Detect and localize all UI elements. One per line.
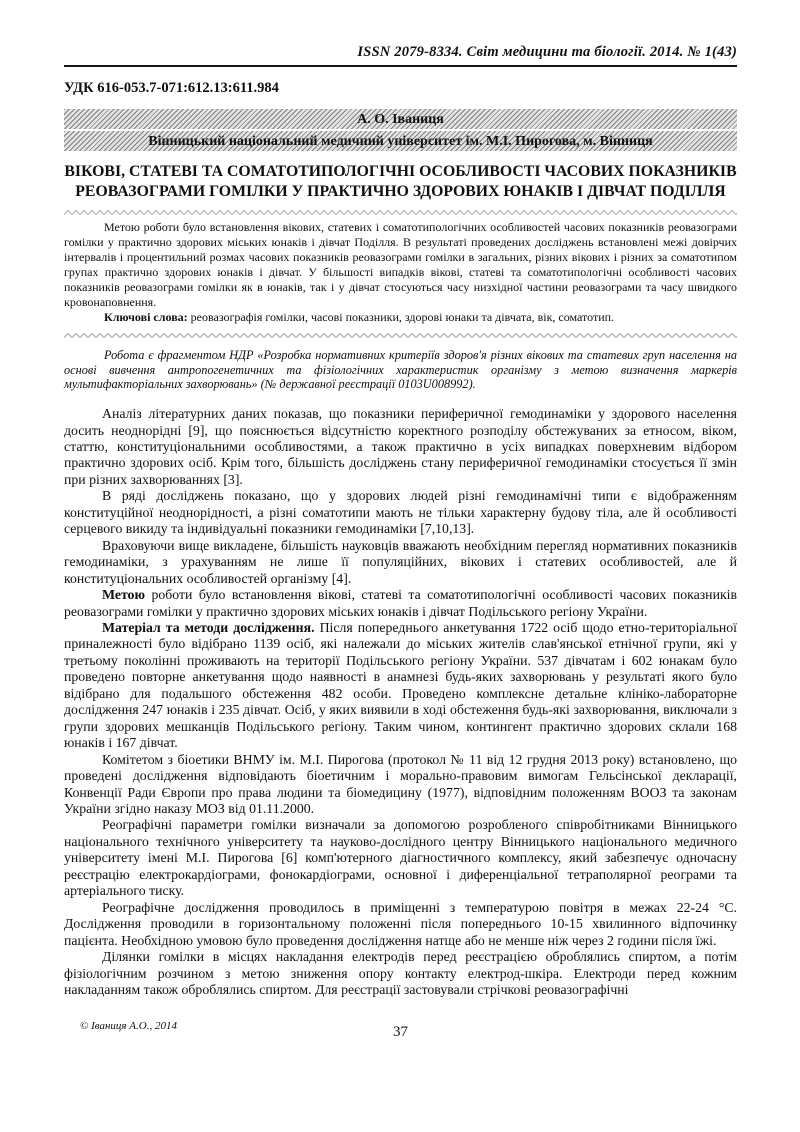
body-paragraph: Реографічні параметри гомілки визначали за допомогою розробленого співробітниками Вінницького національного технічного університету та науково-дослідного центру Вінницького національного медичного університету імені М.І. Пирогова [6] комп'ютерного діагностичного комплексу, який забезпечує одночасну реєстрацію електрокардіограми, фонокардіограми, основної і диференціальної тетраполярної реограми та артеріального тиску. <box>64 817 737 899</box>
body-paragraph: В ряді досліджень показано, що у здорових людей різні гемодинамічні типи є відображенням конституційної неоднорідності, а різні соматотипи мають не тільки характерну будову тіла, але й особливості серцевого викиду та індивідуальні показники гемодинаміки [7,10,13]. <box>64 488 737 537</box>
keywords-text: реовазографія гомілки, часові показники, здорові юнаки та дівчата, вік, соматотип. <box>187 310 615 324</box>
body-paragraph: Реографічне дослідження проводилось в приміщенні з температурою повітря в межах 22-24 °С. Дослідження проводили в горизонтальному положенні після попереднього 10-15 хвилинного відпочинку пацієнта. Необхідною умовою було проведення дослідження натще або не менше ніж через 2 години після їжі. <box>64 899 737 948</box>
body-paragraph: Аналіз літературних даних показав, що показники периферичної гемодинаміки у здорового населення досить неоднорідні [9], що пояснюється відсутністю коректного розподілу обстежуваних за етносом, віком, статтю, конституціональними особливостями, а також практично в усіх випадках поверхневим відбором практично здорових осіб. Крім того, більшість досліджень стану периферичної гемодинаміки стосується її змін при різних захворюваннях [3]. <box>64 406 737 487</box>
body-paragraph: Метою роботи було встановлення вікові, статеві та соматотипологічні особливості часових показників реовазограми гомілки у практично здорових міських юнаків і дівчат Подільського регіону України. <box>64 587 737 619</box>
header-rule <box>64 65 737 67</box>
keywords-label: Ключові слова: <box>104 310 188 324</box>
abstract-text: Метою роботи було встановлення вікових, статевих і соматотипологічних особливостей часових показників реовазограми гомілки у практично здорових міських юнаків і дівчат Поділля. В результаті проведених досліджень встановлені межі довірчих інтервалів і процентильний розмах часових показників реовазограми гомілки в загальних, різних вікових і різних за соматотипом групах практично здорових юнаків і дівчат. У більшості випадків вікові, статеві та соматотипологічні особливості часових показників реовазограми гомілки як в юнаків, так і у дівчат стосуються часу низхідної частини реовазограми та часу швидкого кровонаповнення. <box>64 220 737 309</box>
paragraph-lead: Матеріал та методи дослідження. <box>102 620 315 635</box>
copyright-note: © Іваниця А.О., 2014 <box>80 1020 177 1033</box>
author-affiliation: Вінницький національний медичний університет ім. М.І. Пирогова, м. Вінниця <box>64 131 737 151</box>
page-number: 37 <box>393 1024 408 1041</box>
article-body <box>64 406 737 998</box>
zigzag-divider-bottom <box>64 332 737 339</box>
body-paragraph: Враховуючи вище викладене, більшість науковців вважають необхідним перегляд нормативних показників гемодинаміки, з урахуванням не лише її популяційних, вікових і статевих особливостей, але й конституціональних особливостей організму [4]. <box>64 537 737 586</box>
author-name: А. О. Іваниця <box>64 109 737 129</box>
paragraph-lead: Метою <box>102 587 146 603</box>
journal-issn-header: ISSN 2079-8334. Світ медицини та біології. 2014. № 1(43) <box>357 44 737 60</box>
paper-title: ВІКОВІ, СТАТЕВІ ТА СОМАТОТИПОЛОГІЧНІ ОСОБЛИВОСТІ ЧАСОВИХ ПОКАЗНИКІВ РЕОВАЗОГРАМИ ГОМІЛКИ У ПРАКТИЧНО ЗДОРОВИХ ЮНАКІВ І ДІВЧАТ ПОДІЛЛЯ <box>64 163 737 200</box>
body-paragraph: Комітетом з біоетики ВНМУ ім. М.І. Пирогова (протокол № 11 від 12 грудня 2013 року) встановлено, що проведені дослідження відповідають біоетичним і морально-правовим вимогам Гельсінської декларації, Конвенції Ради Європи про права людини та біомедицину (1977), відповідним положенням ВООЗ та законам України згідно наказу МОЗ від 01.11.2000. <box>64 751 737 816</box>
abstract-section <box>64 220 737 325</box>
udc-code: УДК 616-053.7-071:612.13:611.984 <box>64 80 279 96</box>
ndr-funding-note: Робота є фрагментом НДР «Розробка нормативних критеріїв здоров'я різних вікових та статевих груп населення на основі вивчення антропогенетичних та фізіологічних характеристик організму з метою визначення маркерів мультифакторіальних захворювань» (№ державної реєстрації 0103U008992). <box>64 348 737 392</box>
body-paragraph: Матеріал та методи дослідження. Після попереднього анкетування 1722 осіб щодо етно-територіальної приналежності було відібрано 1139 осіб, які належали до міських жителів слав'янської етнічної групи, які у третьому поколінні проживають на території Подільського регіону України. 537 дівчатам і 602 юнакам було проведено повторне анкетування щодо наявності в анамнезі будь-яких захворювань у результаті якого було відібрано для подальшого обстеження 482 особи. Проведено комплексне детальне клініко-лабораторне дослідження 247 юнаків і 235 дівчат. Осіб, у яких виявили в ході обстеження будь-які захворювання, виключали з групи здорових мешканців Подільського регіону. Таким чином, контингент практично здорових склали 168 юнаків і 167 дівчат. <box>64 620 737 751</box>
zigzag-divider-top <box>64 209 737 216</box>
author-affiliation-band <box>64 109 737 151</box>
body-paragraph: Ділянки гомілки в місцях накладання електродів перед реєстрацією оброблялись спиртом, а потім фізіологічним розчином з метою зниження опору контакту електрод-шкіра. Електроди перед кожним накладанням також оброблялись спиртом. Для реєстрації застовували стрічкові реовазографічні <box>64 949 737 997</box>
keywords-line <box>64 310 737 325</box>
page-footer <box>64 1020 737 1046</box>
